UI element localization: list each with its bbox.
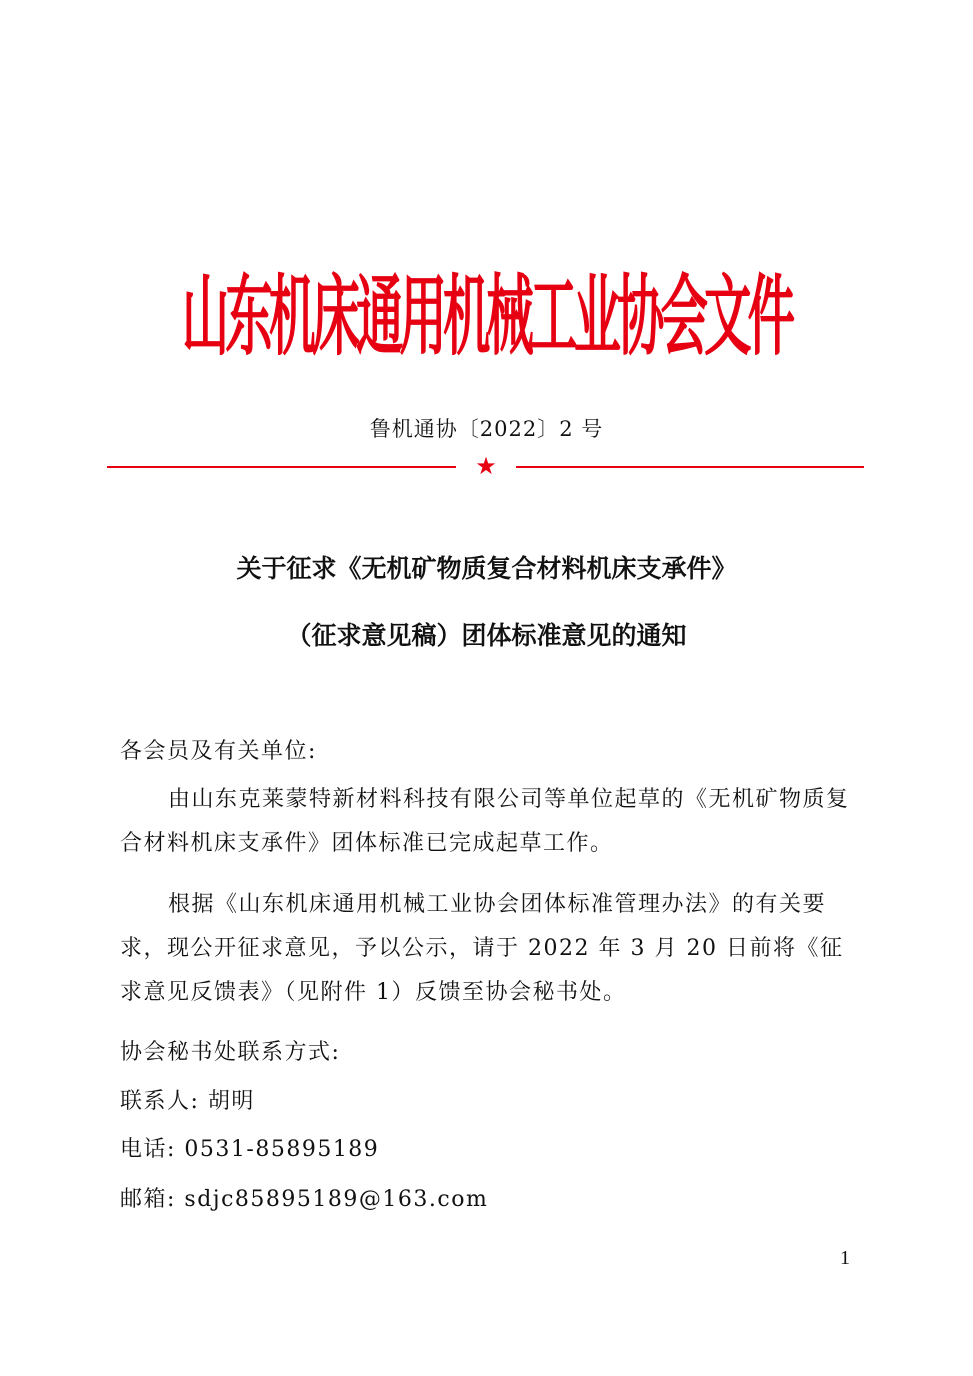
contact-email: 邮箱: sdjc85895189@163.com [120, 1187, 489, 1212]
paragraph-request-feedback: 根据《山东机床通用机械工业协会团体标准管理办法》的有关要求，现公开征求意见，予以公示，请于 2022 年 3 月 20 日前将《征求意见反馈表》（见附件 1）反馈至协会秘书处。 [120, 892, 844, 1005]
notice-title-line-1: 关于征求《无机矿物质复合材料机床支承件》 [236, 554, 737, 583]
issuer-masthead: 山东机床通用机械工业协会文件 [181, 266, 792, 368]
paragraph-drafting-status: 由山东克莱蒙特新材料科技有限公司等单位起草的《无机矿物质复合材料机床支承件》团体标准已完成起草工作。 [120, 787, 850, 856]
page-number: 1 [840, 1247, 850, 1269]
document-number: 鲁机通协〔2022〕2 号 [369, 417, 604, 441]
contact-phone: 电话: 0531-85895189 [120, 1137, 380, 1162]
red-divider-left [107, 466, 456, 468]
notice-title-line-2: （征求意见稿）团体标准意见的通知 [286, 621, 687, 650]
contact-person: 联系人: 胡明 [120, 1089, 255, 1114]
red-divider-right [516, 466, 864, 468]
star-icon: ★ [475, 452, 497, 480]
salutation: 各会员及有关单位: [120, 739, 317, 764]
contact-heading: 协会秘书处联系方式: [120, 1040, 341, 1065]
